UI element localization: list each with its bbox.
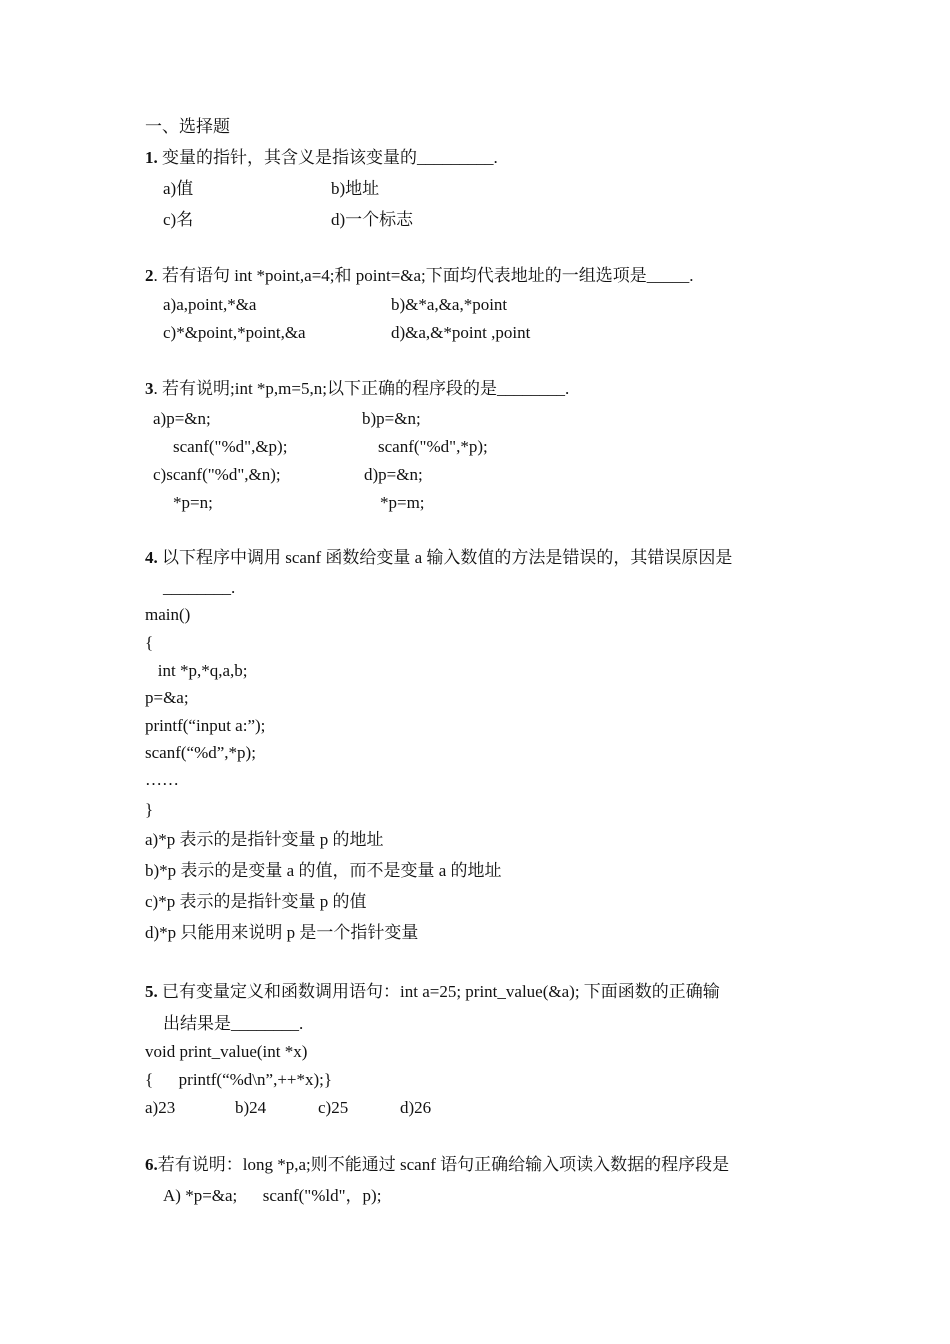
q3-option-a-line2: scanf("%d",&p); — [173, 437, 288, 456]
q4-option-c: c)*p 表示的是指针变量 p 的值 — [145, 892, 367, 911]
q6-option-a: A) *p=&a; scanf("%ld"，p); — [163, 1186, 382, 1205]
q3-option-a-line1: a)p=&n; — [153, 409, 211, 428]
q4-code-line: main() — [145, 605, 191, 624]
q1-option-c: c)名 — [163, 210, 194, 229]
q5-stem-continued: 出结果是________. — [163, 1014, 304, 1033]
q2-option-d: d)&a,&*point ,point — [391, 323, 531, 342]
q4-code-line: …… — [145, 770, 179, 789]
question-number: 2 — [145, 266, 154, 285]
question-1-stem — [145, 148, 498, 168]
q3-option-b-line1: b)p=&n; — [362, 409, 421, 428]
question-text: 若有说明：long *p,a;则不能通过 scanf 语句正确给输入项读入数据的程序段是 — [157, 1155, 730, 1174]
q4-code-line: printf(“input a:”); — [145, 716, 266, 735]
q4-code-line: int *p,*q,a,b; — [145, 661, 248, 680]
question-3-stem — [145, 379, 569, 399]
q4-option-a: a)*p 表示的是指针变量 p 的地址 — [145, 830, 384, 849]
question-number: 1. — [145, 148, 158, 167]
q2-option-c: c)*&point,*point,&a — [163, 323, 306, 342]
q4-code-line: scanf(“%d”,*p); — [145, 743, 256, 762]
question-6-stem — [145, 1155, 729, 1175]
question-text: 以下程序中调用 scanf 函数给变量 a 输入数值的方法是错误的，其错误原因是 — [157, 548, 733, 567]
q1-option-d: d)一个标志 — [331, 210, 414, 229]
q5-option-b: b)24 — [235, 1098, 267, 1117]
q5-option-c: c)25 — [318, 1098, 349, 1117]
q4-code-line: { — [145, 633, 154, 652]
section-title: 一、选择题 — [145, 117, 230, 136]
q5-code-line: { printf(“%d\n”,++*x);} — [145, 1070, 333, 1089]
question-number: 4. — [145, 548, 158, 567]
q5-option-d: d)26 — [400, 1098, 432, 1117]
q4-blank: ________. — [163, 578, 236, 597]
q5-option-a: a)23 — [145, 1098, 176, 1117]
question-text: 变量的指针，其含义是指该变量的_________. — [157, 148, 498, 167]
q4-code-line: } — [145, 800, 154, 819]
q4-option-d: d)*p 只能用来说明 p 是一个指针变量 — [145, 923, 419, 942]
q3-option-d-line2: *p=m; — [380, 493, 425, 512]
question-text: 已有变量定义和函数调用语句：int a=25; print_value(&a); 下面函数的正确输 — [157, 982, 720, 1001]
q1-option-b: b)地址 — [331, 179, 380, 198]
q3-option-d-line1: d)p=&n; — [364, 465, 423, 484]
question-number: 3 — [145, 379, 154, 398]
q4-code-line: p=&a; — [145, 688, 189, 707]
q3-option-c-line1: c)scanf("%d",&n); — [153, 465, 281, 484]
q5-code-line: void print_value(int *x) — [145, 1042, 308, 1061]
question-text: . 若有语句 int *point,a=4;和 point=&a;下面均代表地址的一组选项是_____. — [153, 266, 694, 285]
question-number: 6. — [145, 1155, 158, 1174]
q4-option-b: b)*p 表示的是变量 a 的值，而不是变量 a 的地址 — [145, 861, 502, 880]
q2-option-a: a)a,point,*&a — [163, 295, 257, 314]
question-4-stem — [145, 548, 732, 568]
q3-option-c-line2: *p=n; — [173, 493, 213, 512]
question-5-stem — [145, 982, 720, 1002]
q3-option-b-line2: scanf("%d",*p); — [378, 437, 488, 456]
question-text: . 若有说明;int *p,m=5,n;以下正确的程序段的是________. — [153, 379, 570, 398]
q1-option-a: a)值 — [163, 179, 194, 198]
q2-option-b: b)&*a,&a,*point — [391, 295, 508, 314]
question-number: 5. — [145, 982, 158, 1001]
question-2-stem — [145, 266, 694, 286]
